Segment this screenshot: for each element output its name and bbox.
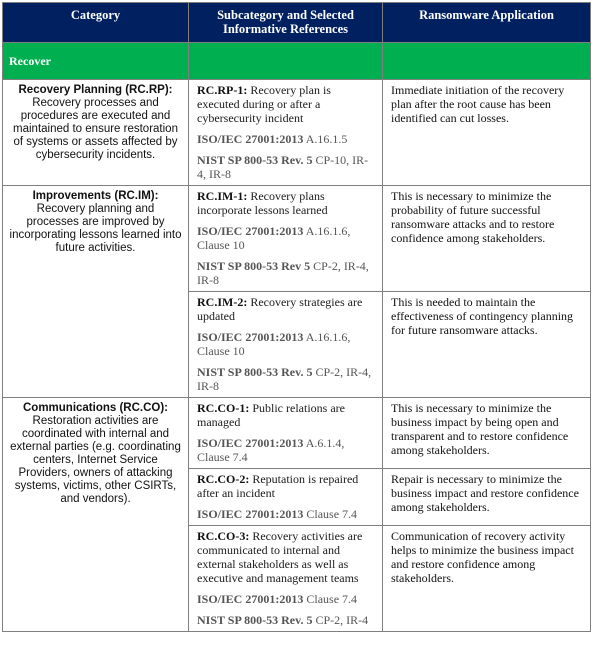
subcategory-cell [189,526,383,632]
subcategory-cell [189,186,383,292]
table-row [3,186,591,292]
category-cell [3,186,189,398]
reference-standard: ISO/IEC 27001:2013 [197,330,304,344]
subcategory-outcome [197,529,374,585]
reference-detail: A.16.1.6, Clause 10 [197,330,351,358]
reference-standard: ISO/IEC 27001:2013 [197,592,304,606]
reference-standard: ISO/IEC 27001:2013 [197,132,304,146]
category-description: Restoration activities are coordinated with internal and external parties (e.g. coordinating centers, Internet Service Providers, owners of attacking systems, victims, other CSIRTs, and vendors). [10,415,181,505]
reference-standard: ISO/IEC 27001:2013 [197,436,304,450]
subcategory-cell [189,469,383,526]
reference [197,592,374,606]
subcategory-id: RC.IM-1: [197,189,248,203]
category-description: Recovery processes and procedures are executed and maintained to ensure restoration of systems or assets affected by cybersecurity incidents. [13,97,178,161]
function-row-blank-cell [383,43,591,80]
reference-detail: CP-2, IR-4, IR-8 [197,365,372,393]
reference-detail: CP-2, IR-4 [315,613,369,627]
subcategory-text: Reputation is repaired after an incident [197,472,359,500]
application-cell: Communication of recovery activity helps to minimize the business impact and restore confidence among stakeholders. [383,526,591,632]
subcategory-outcome [197,472,374,500]
reference [197,613,374,627]
category-title: Communications (RC.CO): [22,402,169,414]
reference [197,153,374,181]
category-cell [3,80,189,186]
subcategory-cell [189,292,383,398]
reference-standard: NIST SP 800-53 Rev. 5 [197,153,313,167]
reference-standard: ISO/IEC 27001:2013 [197,224,304,238]
reference-detail: A.6.1.4, Clause 7.4 [197,436,345,464]
reference-detail: CP-2, IR-4, IR-8 [197,259,369,287]
subcategory-id: RC.CO-1: [197,401,250,415]
table-row [3,80,591,186]
category-title: Recovery Planning (RC.RP): [18,84,173,96]
reference-detail: Clause 7.4 [306,507,358,521]
header-category: Category [3,3,189,43]
header-row [3,3,591,43]
subcategory-id: RC.RP-1: [197,83,248,97]
header-application: Ransomware Application [383,3,591,43]
reference-detail: CP-10, IR-4, IR-8 [197,153,369,181]
application-cell: This is needed to maintain the effectiveness of contingency planning for future ransomware attacks. [383,292,591,398]
category-title: Improvements (RC.IM): [32,190,159,202]
subcategory-text: Recovery plan is executed during or after a cybersecurity incident [197,83,331,125]
reference [197,365,374,393]
application-cell: This is necessary to minimize the business impact by being open and transparent and to restore confidence among stakeholders. [383,398,591,469]
reference [197,259,374,287]
reference-detail: A.16.1.5 [305,132,348,146]
application-cell: Immediate initiation of the recovery plan after the root cause has been identified can cut losses. [383,80,591,186]
reference-detail: Clause 7.4 [306,592,358,606]
function-row-blank-cell [189,43,383,80]
reference-detail: A.16.1.6, Clause 10 [197,224,351,252]
reference [197,132,374,146]
subcategory-outcome [197,83,374,125]
reference [197,330,374,358]
reference-standard: ISO/IEC 27001:2013 [197,507,304,521]
subcategory-id: RC.IM-2: [197,295,248,309]
category-description: Recovery planning and processes are improved by incorporating lessons learned into future activities. [9,203,182,254]
reference [197,224,374,252]
table-row [3,398,591,469]
subcategory-cell [189,398,383,469]
subcategory-text: Recovery plans incorporate lessons learned [197,189,328,217]
reference-standard: NIST SP 800-53 Rev 5 [197,259,311,273]
application-cell: This is necessary to minimize the probability of future successful ransomware attacks and to restore confidence among stakeholders. [383,186,591,292]
reference [197,507,374,521]
subcategory-cell [189,80,383,186]
subcategory-text: Recovery strategies are updated [197,295,363,323]
reference-standard: NIST SP 800-53 Rev. 5 [197,613,313,627]
subcategory-outcome [197,401,374,429]
csf-recover-table [2,2,591,632]
reference-standard: NIST SP 800-53 Rev. 5 [197,365,313,379]
subcategory-text: Public relations are managed [197,401,345,429]
subcategory-outcome [197,189,374,217]
function-row [3,43,591,80]
subcategory-id: RC.CO-3: [197,529,250,543]
application-cell: Repair is necessary to minimize the business impact and restore confidence among stakeholders. [383,469,591,526]
subcategory-id: RC.CO-2: [197,472,250,486]
function-label: Recover [3,43,189,80]
subcategory-text: Recovery activities are communicated to internal and external stakeholders as well as executive and management teams [197,529,363,585]
category-cell [3,398,189,632]
header-subcategory: Subcategory and Selected Informative References [189,3,383,43]
reference [197,436,374,464]
subcategory-outcome [197,295,374,323]
